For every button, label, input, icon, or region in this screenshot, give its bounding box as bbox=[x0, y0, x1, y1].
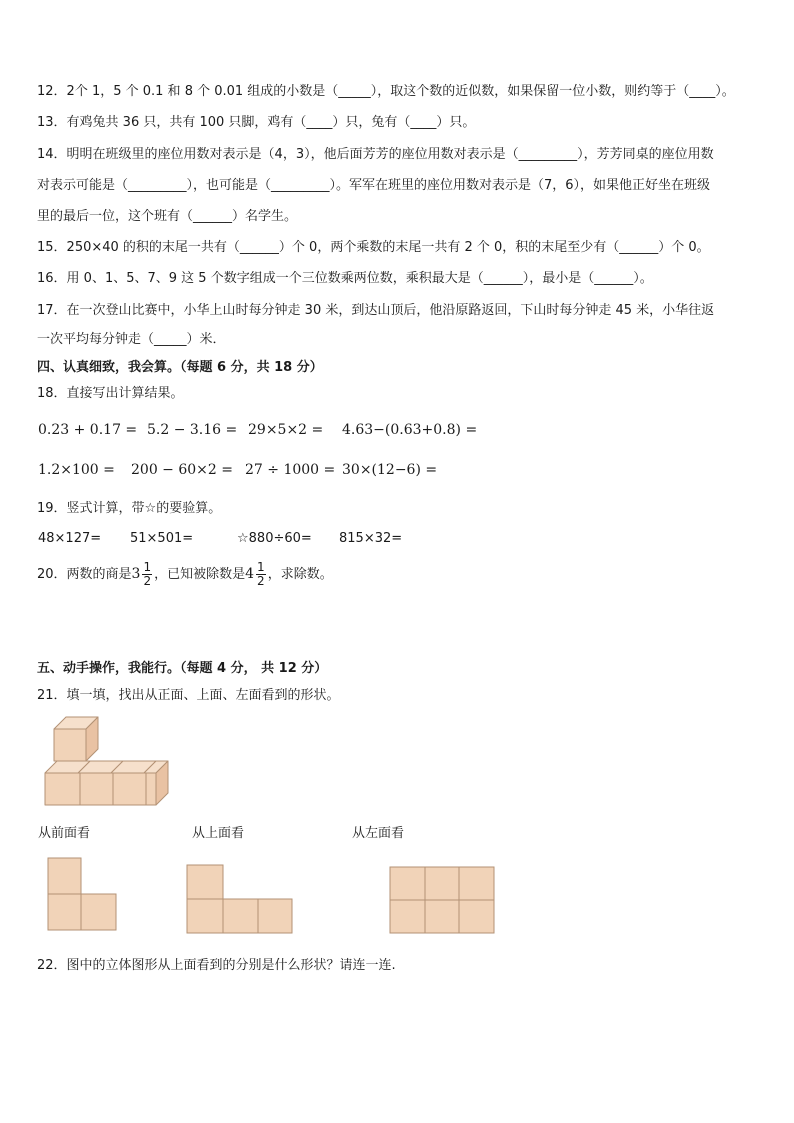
question-17-line-1: 17．在一次登山比赛中，小华上山时每分钟走 30 米，到达山顶后，他沿原路返回，下山时每分钟走 45 米，小华往返 bbox=[37, 303, 715, 318]
question-22: 22．图中的立体图形从上面看到的分别是什么形状？请连一连. bbox=[37, 958, 396, 973]
question-15: 15．250×40 的积的末尾一共有（______）个 0，两个乘数的末尾一共有 2 个 0，积的末尾至少有（______）个 0。 bbox=[37, 240, 710, 255]
question-12: 12．2个 1，5 个 0.1 和 8 个 0.01 组成的小数是（_____），取这个数的近似数，如果保留一位小数，则约等于（____）。 bbox=[37, 84, 735, 99]
fraction bbox=[142, 561, 152, 588]
fraction-denominator: 2 bbox=[257, 574, 265, 588]
calc-item: 30×(12−6) = bbox=[342, 462, 438, 478]
question-14-line-1: 14．明明在班级里的座位用数对表示是（4，3），他后面芳芳的座位用数对表示是（_________），芳芳同桌的座位用数 bbox=[37, 147, 714, 162]
question-21: 21．填一填，找出从正面、上面、左面看到的形状。 bbox=[37, 688, 340, 703]
vertical-calc-item: ☆880÷60= bbox=[237, 531, 312, 546]
top-view-caption: 从上面看 bbox=[192, 826, 245, 841]
question-19: 19．竖式计算，带☆的要验算。 bbox=[37, 501, 222, 516]
section-5-heading: 五、动手操作，我能行。（每题 4 分， 共 12 分） bbox=[37, 661, 328, 676]
calc-item: 5.2 − 3.16 = bbox=[147, 422, 238, 438]
q20-text-pre: 20．两数的商是 bbox=[37, 567, 132, 582]
left-view-caption: 从左面看 bbox=[352, 826, 405, 841]
vertical-calc-item: 51×501= bbox=[130, 531, 194, 546]
calc-item: 1.2×100 = bbox=[38, 462, 115, 478]
section-4-heading: 四、认真细致，我会算。（每题 6 分，共 18 分） bbox=[37, 360, 323, 375]
question-14-line-3: 里的最后一位，这个班有（______）名学生。 bbox=[37, 209, 298, 224]
calc-item: 200 − 60×2 = bbox=[131, 462, 233, 478]
vertical-calc-item: 815×32= bbox=[339, 531, 403, 546]
front-view-caption: 从前面看 bbox=[38, 826, 91, 841]
front-view-shape bbox=[46, 856, 118, 932]
mixed-number-whole: 3 bbox=[131, 566, 141, 582]
calc-item: 4.63−(0.63+0.8) = bbox=[342, 422, 478, 438]
question-13: 13．有鸡兔共 36 只，共有 100 只脚，鸡有（____）只，兔有（____）只。 bbox=[37, 115, 476, 130]
vertical-calc-item: 48×127= bbox=[38, 531, 102, 546]
left-view-shape bbox=[388, 865, 496, 935]
question-18: 18．直接写出计算结果。 bbox=[37, 386, 184, 401]
calc-item: 27 ÷ 1000 = bbox=[245, 462, 336, 478]
top-view-shape bbox=[185, 863, 295, 935]
cube-solid-figure bbox=[40, 716, 172, 808]
question-17-line-2: 一次平均每分钟走（_____）米． bbox=[37, 332, 226, 347]
fraction-denominator: 2 bbox=[143, 574, 152, 588]
fraction-numerator: 1 bbox=[257, 560, 265, 574]
fraction-numerator: 1 bbox=[143, 560, 152, 574]
calc-item: 0.23 + 0.17 = bbox=[38, 422, 138, 438]
question-14-line-2: 对表示可能是（_________），也可能是（_________）。军军在班里的座位用数对表示是（7，6），如果他正好坐在班级 bbox=[37, 178, 711, 193]
mixed-number-whole: 4 bbox=[245, 566, 255, 582]
calc-item: 29×5×2 = bbox=[248, 422, 324, 438]
question-16: 16．用 0、1、5、7、9 这 5 个数字组成一个三位数乘两位数，乘积最大是（______），最小是（______）。 bbox=[37, 271, 653, 286]
question-20 bbox=[37, 557, 333, 592]
q20-text-post: ，求除数。 bbox=[267, 567, 333, 582]
fraction bbox=[256, 561, 266, 588]
q20-text-mid: ，已知被除数是 bbox=[154, 567, 246, 582]
